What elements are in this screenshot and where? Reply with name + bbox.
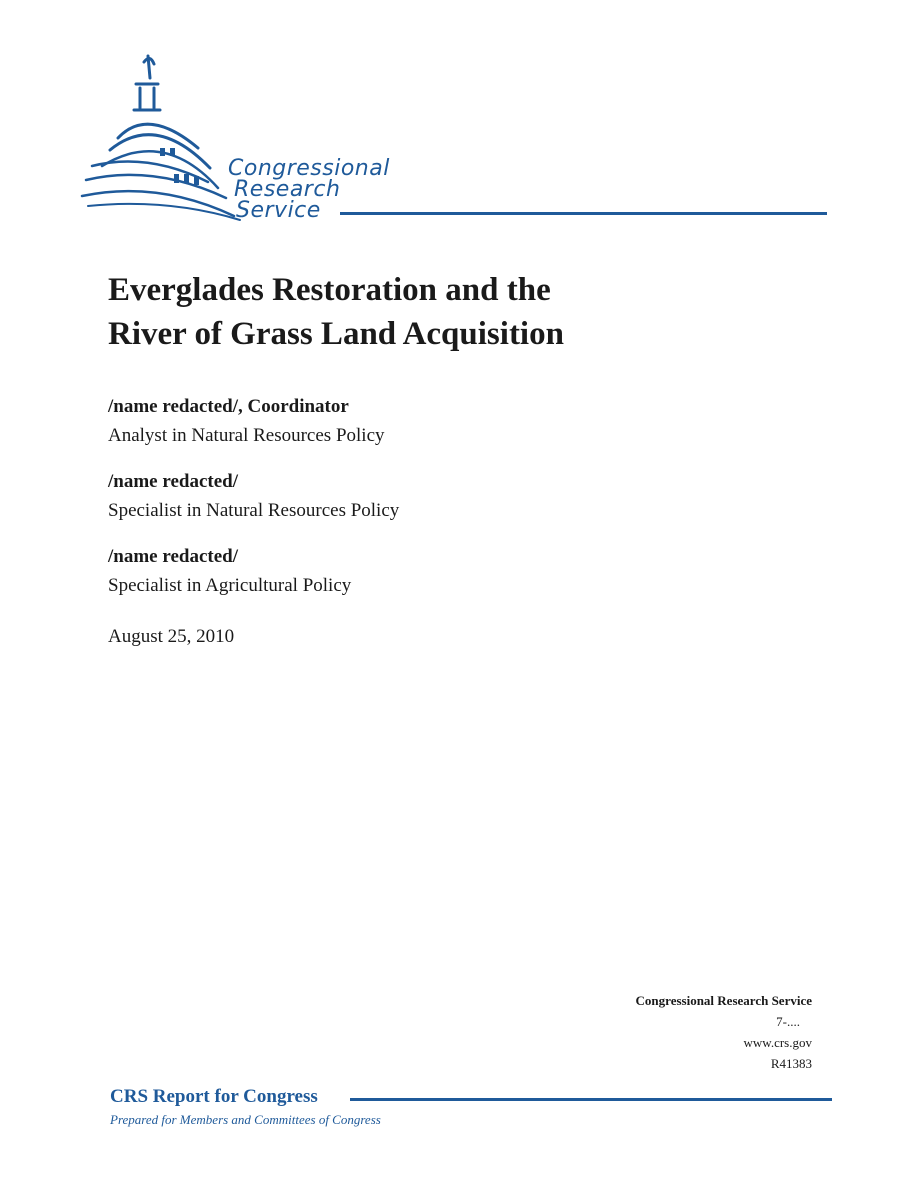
footer-subtitle: Prepared for Members and Committees of Congress — [110, 1112, 381, 1127]
footer-rule — [350, 1098, 832, 1101]
crs-code: 7-.... — [776, 1014, 800, 1029]
logo-rule — [340, 212, 827, 215]
crs-name: Congressional Research Service — [635, 993, 812, 1008]
title-line-1: Everglades Restoration and the — [108, 272, 551, 308]
author-role: Analyst in Natural Resources Policy — [108, 425, 385, 446]
capitol-dome-icon — [78, 48, 258, 228]
crs-info — [636, 990, 812, 1074]
crs-website-link[interactable]: www.crs.gov — [743, 1035, 812, 1050]
author-name: /name redacted/ — [108, 546, 238, 567]
author-3 — [108, 542, 351, 600]
document-title — [108, 268, 564, 356]
author-name: /name redacted/, Coordinator — [108, 396, 349, 417]
author-2 — [108, 467, 399, 525]
footer-title: CRS Report for Congress — [110, 1086, 322, 1108]
title-line-2: River of Grass Land Acquisition — [108, 316, 564, 352]
logo-text-research: Research — [234, 177, 341, 202]
crs-logo — [78, 48, 838, 228]
author-1 — [108, 392, 385, 450]
report-number: R41383 — [770, 1056, 812, 1071]
report-date: August 25, 2010 — [108, 626, 235, 647]
author-role: Specialist in Agricultural Policy — [108, 575, 352, 596]
author-role: Specialist in Natural Resources Policy — [108, 500, 400, 521]
logo-text-congressional: Congressional — [228, 156, 390, 181]
logo-text-service: Service — [236, 198, 321, 223]
author-name: /name redacted/ — [108, 471, 238, 492]
